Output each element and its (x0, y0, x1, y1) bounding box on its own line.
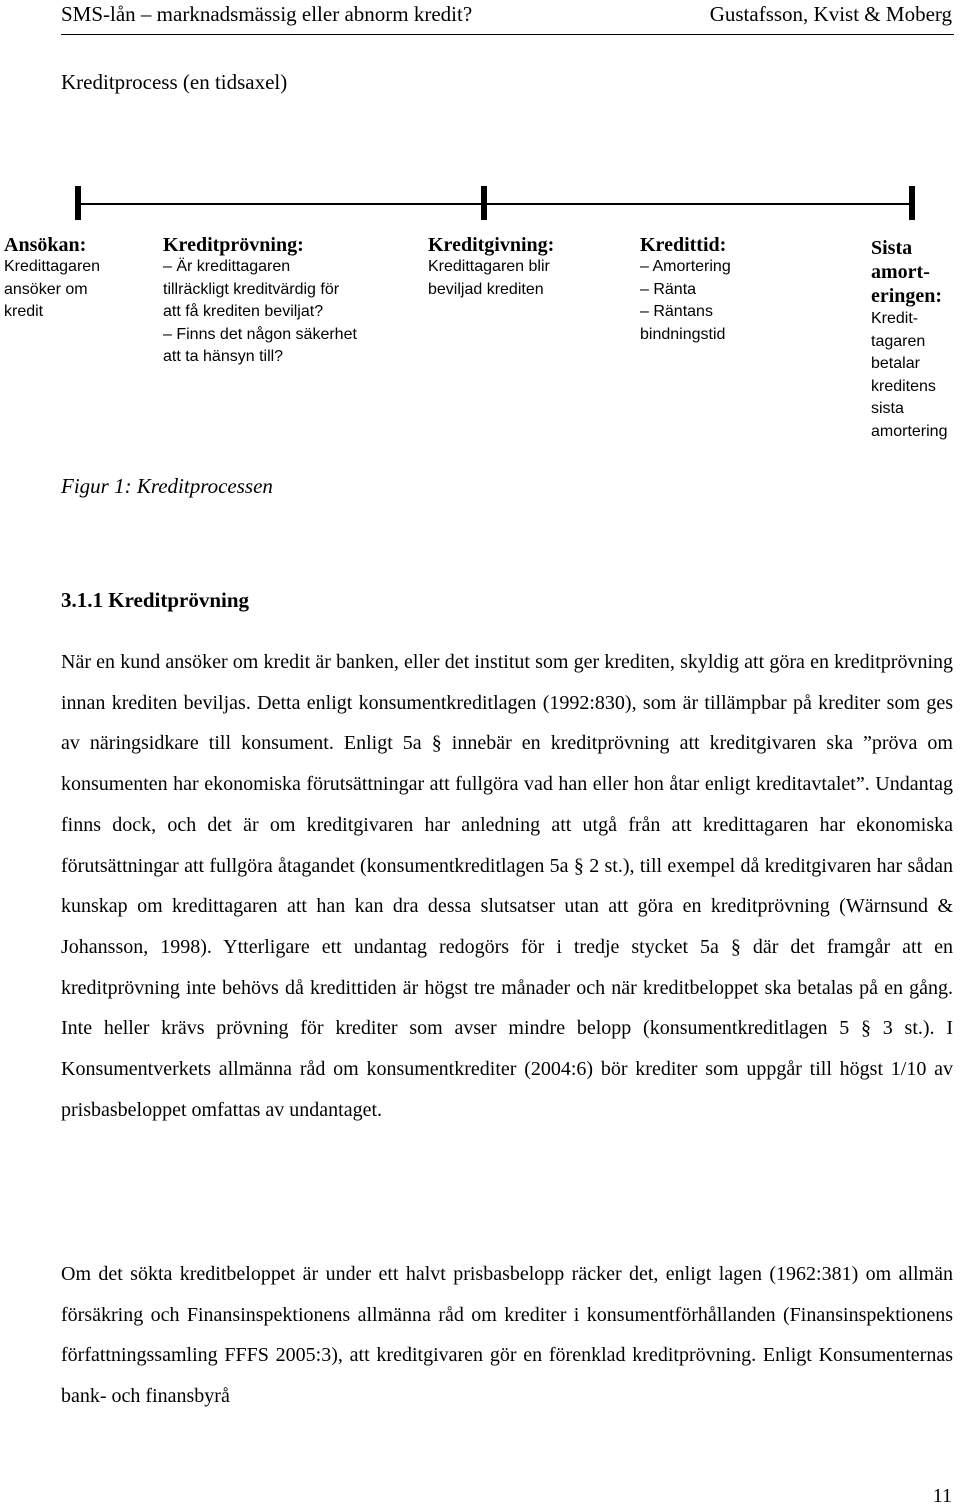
figure-caption: Figur 1: Kreditprocessen (61, 474, 273, 498)
stage-heading: Ansökan: (4, 234, 87, 256)
stage-line: – Räntans (640, 303, 713, 320)
stage-heading: Kredittid: (640, 234, 727, 256)
stage-line: att ta hänsyn till? (163, 348, 284, 365)
page-number: 11 (932, 1485, 952, 1507)
running-header-title: SMS-lån – marknadsmässig eller abnorm kredit? (61, 2, 473, 26)
stage-heading: Kreditprövning: (163, 234, 304, 256)
timeline-tick-end (909, 186, 915, 220)
stage-line: beviljad krediten (428, 280, 544, 298)
stage-line: att få krediten beviljat? (163, 303, 324, 320)
stage-line: ansöker om (4, 280, 88, 298)
stage-line: Kredit- (871, 310, 919, 327)
timeline-tick-start (75, 186, 81, 220)
stage-line: sista (871, 400, 904, 417)
paragraph-text: Om det sökta kreditbeloppet är under ett halvt prisbasbelopp räcker det, enligt lagen (1962:381) om allmän försäkring och Finansinspektionens allmänna råd om krediter i konsumentförhållanden (Finansinspektionens författningssamling FFFS 2005:3), att kreditgivaren gör en förenklad kreditprövning. Enligt Konsumenternas bank- och finansbyrå (61, 1263, 953, 1408)
stage-line: bindningstid (640, 325, 726, 343)
paragraph-text: När en kund ansöker om kredit är banken, eller det institut som ger krediten, skyldig att göra en kreditprövning innan krediten beviljas. Detta enligt konsumentkreditlagen (1992:830), som är tillämpbar på krediter som ges av näringsidkare till konsument. Enligt 5a § innebär en kreditprövning att kreditgivaren ska ”pröva om konsumenten har ekonomiska förutsättningar att fullgöra vad han eller hon åtar enligt kreditavtalet”. Undantag finns dock, och det är om kreditgivaren har anledning att utgå från att kredittagaren har ekonomiska förutsättningar att fullgöra åtagandet (konsumentkreditlagen 5a § 2 st.), till exempel då kreditgivaren har sådan kunskap om kredittagaren att han kan dra dessa slutsatser utan att göra en kreditprövning (Wärnsund & Johansson, 1998). Ytterligare ett undantag redogörs för i tredje stycket 5a § där det framgår att en kreditprövning inte behövs då kredittiden är högst tre månader och när kreditbeloppet ska betalas på en gång. Inte heller krävs prövning för krediter som avser mindre belopp (konsumentkreditlagen 5 § 3 st.). I Konsumentverkets allmänna råd om konsumentkrediter (2004:6) bör krediter som uppgår till högst 1/10 av prisbasbeloppet omfattas av undantaget. (61, 651, 953, 1121)
stage-line: kreditens (871, 377, 936, 395)
stage-heading: Kreditgivning: (428, 234, 555, 256)
stage-line: amortering (871, 422, 948, 440)
stage-line: – Är kredittagaren (163, 258, 291, 275)
stage-line: Kredittagaren blir (428, 258, 550, 275)
figure-title: Kreditprocess (en tidsaxel) (61, 70, 288, 94)
stage-sista-amorteringen (871, 236, 960, 443)
timeline-tick-middle (481, 186, 487, 220)
stage-line: – Finns det någon säkerhet (163, 325, 357, 343)
stage-line: tagaren (871, 332, 926, 350)
running-header-authors: Gustafsson, Kvist & Moberg (709, 2, 952, 26)
timeline-axis (78, 203, 912, 205)
stage-line: betalar (871, 355, 920, 372)
stage-kreditgivning (428, 234, 618, 301)
body-paragraph-2 (61, 1254, 953, 1417)
stage-line: kredit (4, 303, 44, 320)
section-heading: 3.1.1 Kreditprövning (61, 588, 250, 612)
stage-line: – Ränta (640, 280, 697, 298)
header-rule (61, 34, 954, 35)
stage-line: tillräckligt kreditvärdig för (163, 280, 340, 298)
stage-kredittid (640, 234, 820, 346)
stage-line: Kredittagaren (4, 258, 101, 275)
stage-heading: Sista amort-eringen: (871, 237, 943, 307)
stage-line: – Amortering (640, 258, 731, 275)
body-paragraph-1 (61, 642, 953, 1130)
stage-kreditprovning (163, 234, 403, 369)
stage-ansokan (4, 234, 124, 324)
